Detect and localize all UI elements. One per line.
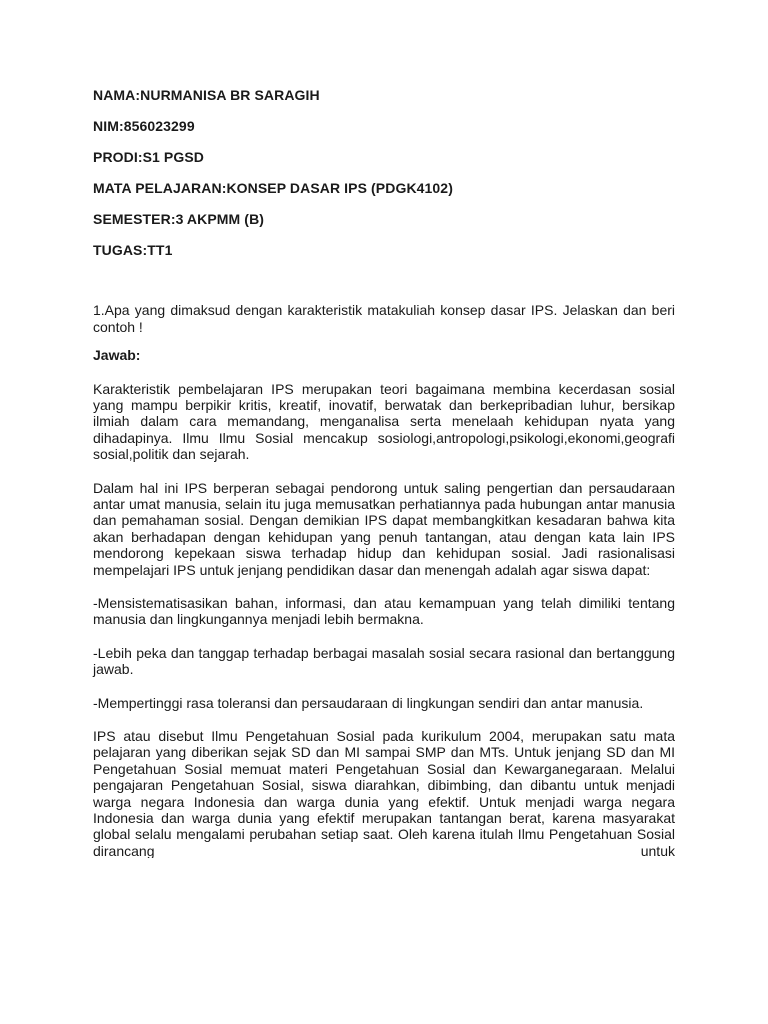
bullet-item-2: -Lebih peka dan tanggap terhadap berbagai masalah sosial secara rasional dan bertanggung jawab. [93, 644, 675, 678]
study-program: PRODI:S1 PGSD [93, 149, 204, 165]
bullet-item-1: -Mensistematisasikan bahan, informasi, dan atau kemampuan yang telah dimiliki tentang manusia dan lingkungannya menjadi lebih bermakna. [93, 594, 675, 628]
student-nim: NIM:856023299 [93, 118, 195, 134]
course-name: MATA PELAJARAN:KONSEP DASAR IPS (PDGK4102) [93, 180, 453, 196]
answer-paragraph-2: Dalam hal ini IPS berperan sebagai pendorong untuk saling pengertian dan persaudaraan antar umat manusia, selain itu juga memusatkan perhatiannya pada hubungan antar manusia dan pemahaman sosial. Dengan demikian IPS dapat membangkitkan kesadaran bahwa kita akan berhadapan dengan kehidupan yang penuh tantangan, atau dengan kata lain IPS mendorong kepekaan siswa terhadap hidup dan kehidupan sosial. Jadi rasionalisasi mempelajari IPS untuk jenjang pendidikan dasar dan menengah adalah agar siswa dapat: [93, 479, 675, 578]
answer-label: Jawab: [93, 347, 141, 363]
answer-paragraph-1: Karakteristik pembelajaran IPS merupakan teori bagaimana membina kecerdasan sosial yang mampu berpikir kritis, kreatif, inovatif, berwatak dan berkepribadian luhur, bersikap ilmiah dalam cara memandang, menganalisa serta menelaah kehidupan nyata yang dihadapinya. Ilmu Ilmu Sosial mencakup sosiologi,antropologi,psikologi,ekonomi,geografi sosial,politik dan sejarah. [93, 380, 675, 463]
answer-paragraph-3: IPS atau disebut Ilmu Pengetahuan Sosial pada kurikulum 2004, merupakan satu mata pelajaran yang diberikan sejak SD dan MI sampai SMP dan MTs. Untuk jenjang SD dan MI Pengetahuan Sosial memuat materi Pengetahuan Sosial dan Kewarganegaraan. Melalui pengajaran Pengetahuan Sosial, siswa diarahkan, dibimbing, dan dibantu untuk menjadi warga negara Indonesia dan warga dunia yang efektif. Untuk menjadi warga negara Indonesia dan warga dunia yang efektif merupakan tantangan berat, karena masyarakat global selalu mengalami perubahan setiap saat. Oleh karena itulah Ilmu Pengetahuan Sosial dirancang untuk [93, 728, 675, 858]
document-content [93, 86, 675, 858]
student-name: NAMA:NURMANISA BR SARAGIH [93, 87, 320, 103]
assignment: TUGAS:TT1 [93, 242, 173, 258]
semester: SEMESTER:3 AKPMM (B) [93, 211, 265, 227]
bullet-item-3: -Mempertinggi rasa toleransi dan persaudaraan di lingkungan sendiri dan antar manusia. [93, 694, 644, 711]
question-text: 1.Apa yang dimaksud dengan karakteristik matakuliah konsep dasar IPS. Jelaskan dan beri contoh ! [93, 302, 675, 335]
